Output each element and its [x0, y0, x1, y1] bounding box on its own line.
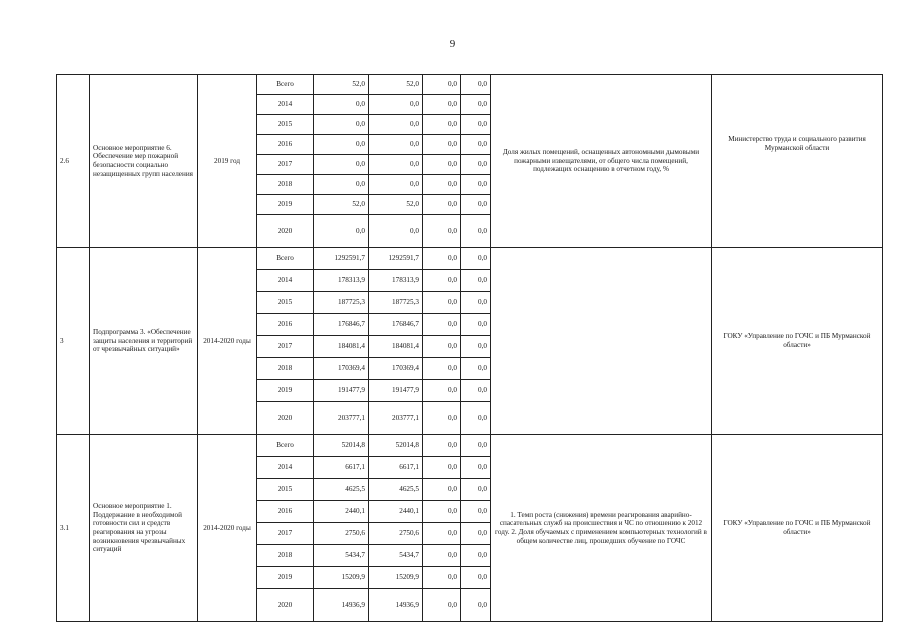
other-source-cell: 0,0 [461, 501, 491, 523]
other-source-cell: 0,0 [461, 292, 491, 314]
executor-cell: Министерство труда и социального развития Мурманской области [712, 75, 883, 248]
federal-budget-cell: 0,0 [423, 135, 461, 155]
regional-budget-cell: 0,0 [369, 215, 423, 248]
other-source-cell: 0,0 [461, 358, 491, 380]
year-cell: 2018 [257, 545, 314, 567]
other-source-cell: 0,0 [461, 457, 491, 479]
regional-budget-cell: 14936,9 [369, 589, 423, 622]
regional-budget-cell: 0,0 [369, 95, 423, 115]
other-source-cell: 0,0 [461, 175, 491, 195]
federal-budget-cell: 0,0 [423, 479, 461, 501]
regional-budget-cell: 2440,1 [369, 501, 423, 523]
year-cell: 2018 [257, 358, 314, 380]
total-cell: 0,0 [314, 95, 369, 115]
item-term: 2014-2020 годы [198, 435, 257, 622]
total-cell: 52,0 [314, 75, 369, 95]
total-cell: 0,0 [314, 115, 369, 135]
indicator-cell: 1. Темп роста (снижения) времени реагирования аварийно-спасательных служб на происшествия и ЧС по отношению к 2012 году. 2. Доля обучаемых с применением компьютерных технологий в общем количестве лиц, прошедших обучение по ГОЧС [491, 435, 712, 622]
year-cell: Всего [257, 435, 314, 457]
total-cell: 178313,9 [314, 270, 369, 292]
year-cell: 2016 [257, 135, 314, 155]
total-cell: 0,0 [314, 135, 369, 155]
federal-budget-cell: 0,0 [423, 75, 461, 95]
executor-cell: ГОКУ «Управление по ГОЧС и ПБ Мурманской области» [712, 248, 883, 435]
federal-budget-cell: 0,0 [423, 589, 461, 622]
year-cell: 2014 [257, 95, 314, 115]
federal-budget-cell: 0,0 [423, 248, 461, 270]
regional-budget-cell: 184081,4 [369, 336, 423, 358]
year-cell: 2017 [257, 336, 314, 358]
item-name: Основное мероприятие 6. Обеспечение мер пожарной безопасности социально незащищенных групп населения [90, 75, 198, 248]
federal-budget-cell: 0,0 [423, 402, 461, 435]
item-name: Основное мероприятие 1. Поддержание в необходимой готовности сил и средств реагирования на угрозы возникновения чрезвычайных ситуаций [90, 435, 198, 622]
other-source-cell: 0,0 [461, 314, 491, 336]
other-source-cell: 0,0 [461, 380, 491, 402]
other-source-cell: 0,0 [461, 270, 491, 292]
table-row [57, 435, 883, 457]
regional-budget-cell: 203777,1 [369, 402, 423, 435]
federal-budget-cell: 0,0 [423, 336, 461, 358]
other-source-cell: 0,0 [461, 215, 491, 248]
federal-budget-cell: 0,0 [423, 523, 461, 545]
federal-budget-cell: 0,0 [423, 292, 461, 314]
other-source-cell: 0,0 [461, 95, 491, 115]
total-cell: 184081,4 [314, 336, 369, 358]
total-cell: 6617,1 [314, 457, 369, 479]
federal-budget-cell: 0,0 [423, 435, 461, 457]
total-cell: 5434,7 [314, 545, 369, 567]
federal-budget-cell: 0,0 [423, 457, 461, 479]
regional-budget-cell: 6617,1 [369, 457, 423, 479]
page-number: 9 [449, 38, 456, 50]
other-source-cell: 0,0 [461, 589, 491, 622]
regional-budget-cell: 5434,7 [369, 545, 423, 567]
total-cell: 14936,9 [314, 589, 369, 622]
table-row [57, 75, 883, 95]
federal-budget-cell: 0,0 [423, 501, 461, 523]
year-cell: 2018 [257, 175, 314, 195]
regional-budget-cell: 0,0 [369, 115, 423, 135]
item-term: 2019 год [198, 75, 257, 248]
regional-budget-cell: 1292591,7 [369, 248, 423, 270]
federal-budget-cell: 0,0 [423, 95, 461, 115]
year-cell: 2014 [257, 270, 314, 292]
other-source-cell: 0,0 [461, 402, 491, 435]
other-source-cell: 0,0 [461, 545, 491, 567]
federal-budget-cell: 0,0 [423, 115, 461, 135]
indicator-cell: Доля жилых помещений, оснащенных автономными дымовыми пожарными извещателями, от общего числа помещений, подлежащих оснащению в отчетном году, % [491, 75, 712, 248]
item-name: Подпрограмма 3. «Обеспечение защиты населения и территорий от чрезвычайных ситуаций» [90, 248, 198, 435]
federal-budget-cell: 0,0 [423, 195, 461, 215]
other-source-cell: 0,0 [461, 155, 491, 175]
total-cell: 0,0 [314, 175, 369, 195]
regional-budget-cell: 4625,5 [369, 479, 423, 501]
year-cell: 2016 [257, 501, 314, 523]
regional-budget-cell: 170369,4 [369, 358, 423, 380]
year-cell: 2019 [257, 195, 314, 215]
total-cell: 15209,9 [314, 567, 369, 589]
regional-budget-cell: 52,0 [369, 75, 423, 95]
year-cell: 2017 [257, 523, 314, 545]
regional-budget-cell: 178313,9 [369, 270, 423, 292]
federal-budget-cell: 0,0 [423, 380, 461, 402]
federal-budget-cell: 0,0 [423, 314, 461, 336]
total-cell: 4625,5 [314, 479, 369, 501]
year-cell: Всего [257, 248, 314, 270]
federal-budget-cell: 0,0 [423, 545, 461, 567]
total-cell: 1292591,7 [314, 248, 369, 270]
year-cell: 2019 [257, 380, 314, 402]
other-source-cell: 0,0 [461, 336, 491, 358]
federal-budget-cell: 0,0 [423, 215, 461, 248]
total-cell: 176846,7 [314, 314, 369, 336]
total-cell: 170369,4 [314, 358, 369, 380]
item-number: 2.6 [57, 75, 90, 248]
federal-budget-cell: 0,0 [423, 155, 461, 175]
other-source-cell: 0,0 [461, 75, 491, 95]
regional-budget-cell: 0,0 [369, 175, 423, 195]
total-cell: 191477,9 [314, 380, 369, 402]
table-body [57, 75, 883, 622]
total-cell: 0,0 [314, 215, 369, 248]
federal-budget-cell: 0,0 [423, 358, 461, 380]
other-source-cell: 0,0 [461, 435, 491, 457]
other-source-cell: 0,0 [461, 523, 491, 545]
executor-cell: ГОКУ «Управление по ГОЧС и ПБ Мурманской области» [712, 435, 883, 622]
year-cell: 2020 [257, 589, 314, 622]
program-table [56, 74, 883, 622]
year-cell: 2014 [257, 457, 314, 479]
total-cell: 187725,3 [314, 292, 369, 314]
item-term: 2014-2020 годы [198, 248, 257, 435]
federal-budget-cell: 0,0 [423, 270, 461, 292]
regional-budget-cell: 187725,3 [369, 292, 423, 314]
regional-budget-cell: 15209,9 [369, 567, 423, 589]
regional-budget-cell: 191477,9 [369, 380, 423, 402]
total-cell: 2750,6 [314, 523, 369, 545]
year-cell: 2015 [257, 479, 314, 501]
year-cell: 2019 [257, 567, 314, 589]
year-cell: 2017 [257, 155, 314, 175]
indicator-cell [491, 248, 712, 435]
other-source-cell: 0,0 [461, 115, 491, 135]
other-source-cell: 0,0 [461, 195, 491, 215]
year-cell: 2020 [257, 215, 314, 248]
total-cell: 203777,1 [314, 402, 369, 435]
other-source-cell: 0,0 [461, 479, 491, 501]
year-cell: 2020 [257, 402, 314, 435]
year-cell: 2015 [257, 115, 314, 135]
federal-budget-cell: 0,0 [423, 567, 461, 589]
year-cell: Всего [257, 75, 314, 95]
regional-budget-cell: 52,0 [369, 195, 423, 215]
regional-budget-cell: 0,0 [369, 135, 423, 155]
year-cell: 2015 [257, 292, 314, 314]
regional-budget-cell: 52014,8 [369, 435, 423, 457]
total-cell: 0,0 [314, 155, 369, 175]
total-cell: 52014,8 [314, 435, 369, 457]
total-cell: 2440,1 [314, 501, 369, 523]
regional-budget-cell: 2750,6 [369, 523, 423, 545]
other-source-cell: 0,0 [461, 567, 491, 589]
regional-budget-cell: 176846,7 [369, 314, 423, 336]
year-cell: 2016 [257, 314, 314, 336]
table-row [57, 248, 883, 270]
other-source-cell: 0,0 [461, 135, 491, 155]
item-number: 3 [57, 248, 90, 435]
item-number: 3.1 [57, 435, 90, 622]
other-source-cell: 0,0 [461, 248, 491, 270]
regional-budget-cell: 0,0 [369, 155, 423, 175]
total-cell: 52,0 [314, 195, 369, 215]
federal-budget-cell: 0,0 [423, 175, 461, 195]
